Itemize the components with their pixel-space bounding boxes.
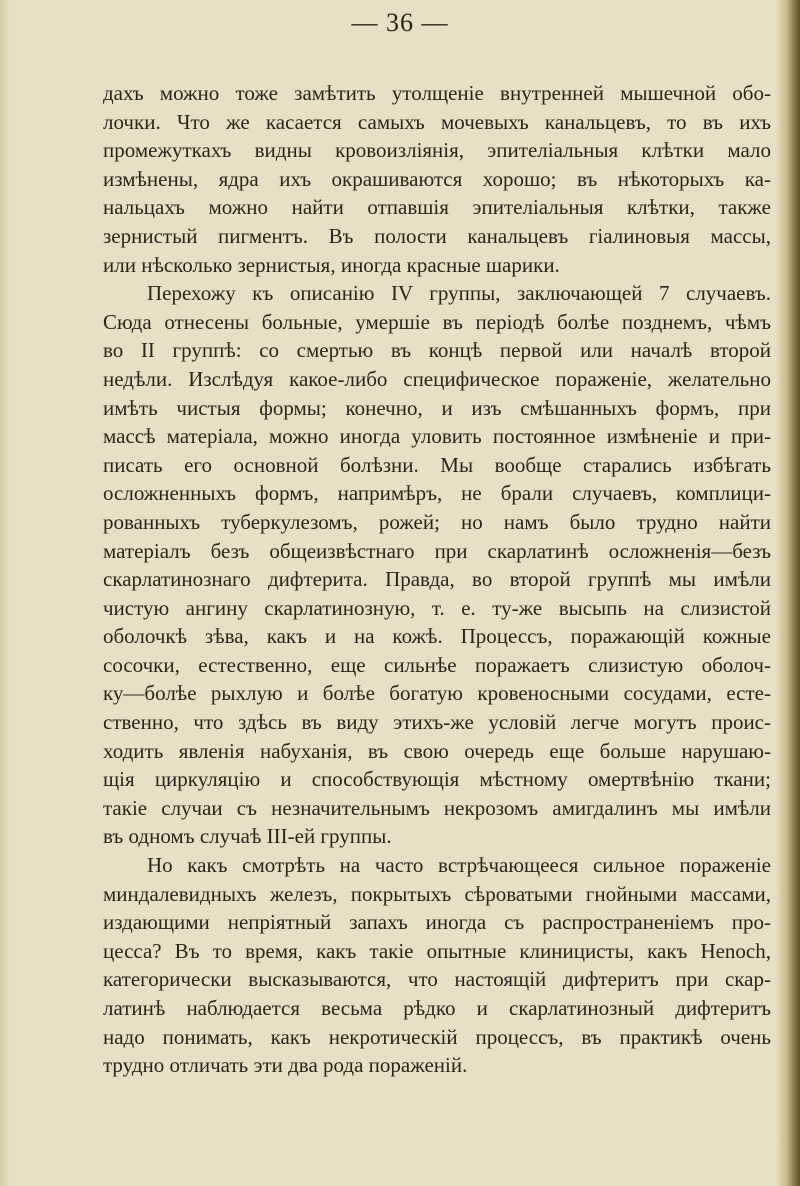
page-number: — 36 — [351, 8, 449, 37]
text-line: писать его основной болѣзни. Мы вообще старались избѣгать [103, 452, 771, 477]
text-line: категорически высказываются, что настоящій дифтеритъ при скар- [103, 967, 771, 992]
text-line: рованныхъ туберкулезомъ, рожей; но намъ было трудно найти [103, 509, 771, 534]
body-text [103, 79, 771, 1080]
text-line: чистую ангину скарлатинозную, т. е. ту-же высыпь на слизистой [103, 595, 771, 620]
text-line: осложненныхъ формъ, напримѣръ, не брали случаевъ, комплици- [103, 481, 771, 506]
text-line: Сюда отнесены больные, умершіе въ періодѣ болѣе позднемъ, чѣмъ [103, 309, 771, 334]
text-line: измѣнены, ядра ихъ окрашиваются хорошо; въ нѣкоторыхъ ка- [103, 166, 771, 191]
text-line: миндалевидныхъ железъ, покрытыхъ сѣроватыми гнойными массами, [103, 881, 771, 906]
page-binding-shadow [776, 0, 800, 1186]
text-line: такіе случаи съ незначительнымъ некрозомъ амигдалинъ мы имѣли [103, 795, 771, 820]
text-line: ку—болѣе рыхлую и болѣе богатую кровеносными сосудами, есте- [103, 681, 771, 706]
text-line: недѣли. Изслѣдуя какое-либо специфическое пораженіе, желательно [103, 366, 771, 391]
text-line: ходить явленія набуханія, въ свою очередь еще больше нарушаю- [103, 738, 771, 763]
text-line: ственно, что здѣсь въ виду этихъ-же условій легче могутъ проис- [103, 710, 771, 735]
text-line: массѣ матеріала, можно иногда уловить постоянное измѣненіе и при- [103, 424, 771, 449]
text-line: имѣть чистыя формы; конечно, и изъ смѣшанныхъ формъ, при [103, 395, 771, 420]
text-line: зернистый пигментъ. Въ полости канальцевъ гіалиновыя массы, [103, 223, 771, 248]
text-line: латинѣ наблюдается весьма рѣдко и скарлатинозный дифтеритъ [103, 996, 771, 1020]
text-line: Перехожу къ описанію IV группы, заключающей 7 случаевъ. [147, 281, 771, 306]
text-line: издающими непріятный запахъ иногда съ распространеніемъ про- [103, 910, 771, 935]
text-line: сосочки, естественно, еще сильнѣе поражаетъ слизистую оболоч- [103, 652, 771, 677]
text-line: промежуткахъ видны кровоизліянія, эпителіальныя клѣтки мало [103, 138, 771, 163]
text-line: во II группѣ: со смертью въ концѣ первой или началѣ второй [103, 338, 771, 363]
text-line: цесса? Въ то время, какъ такіе опытные клиницисты, какъ Henoch, [103, 938, 771, 963]
text-line: оболочкѣ зѣва, какъ и на кожѣ. Процессъ, поражающій кожные [103, 624, 771, 649]
text-line: въ одномъ случаѣ III-ей группы. [103, 824, 392, 849]
text-line: матеріалъ безъ общеизвѣстнаго при скарлатинѣ осложненія—безъ [103, 538, 771, 563]
text-line: дахъ можно тоже замѣтить утолщеніе внутренней мышечной обо- [103, 81, 771, 105]
text-line: нальцахъ можно найти отпавшія эпителіальныя клѣтки, также [103, 195, 771, 220]
text-line: щія циркуляцію и способствующія мѣстному омертвѣнію ткани; [103, 767, 771, 792]
page-left-edge [0, 0, 10, 1186]
text-line: надо понимать, какъ некротическій процессъ, въ практикѣ очень [103, 1024, 771, 1049]
text-line: Но какъ смотрѣть на часто встрѣчающееся сильное пораженіе [147, 853, 771, 878]
text-line: или нѣсколько зернистыя, иногда красные шарики. [103, 252, 560, 277]
text-line: трудно отличать эти два рода пораженій. [103, 1053, 468, 1078]
text-line: лочки. Что же касается самыхъ мочевыхъ канальцевъ, то въ ихъ [103, 109, 771, 134]
text-line: скарлатинознаго дифтерита. Правда, во второй группѣ мы имѣли [103, 567, 771, 592]
